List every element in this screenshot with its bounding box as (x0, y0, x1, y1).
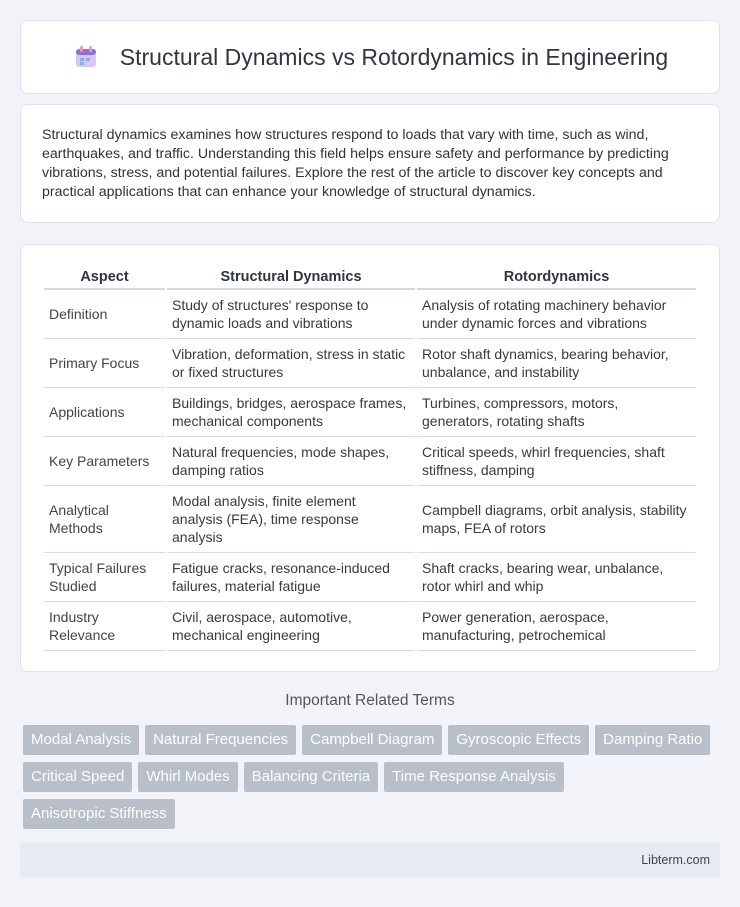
table-row (44, 339, 696, 388)
tag-critical-speed[interactable]: Critical Speed (23, 762, 132, 792)
table-row (44, 437, 696, 486)
tag-balancing-criteria[interactable]: Balancing Criteria (244, 762, 378, 792)
table-row (44, 290, 696, 339)
footer-site-link[interactable]: Libterm.com (641, 853, 710, 867)
tag-gyroscopic-effects[interactable]: Gyroscopic Effects (448, 725, 589, 755)
comparison-table (42, 264, 698, 651)
intro-text: Structural dynamics examines how structures respond to loads that vary with time, such as wind, earthquakes, and traffic. Understanding this field helps ensure safety and performance by predicting vibrations, stress, and potential failures. Explore the rest of the article to discover key concepts and practical applications that can enhance your knowledge of structural dynamics. (42, 127, 669, 200)
tag-damping-ratio[interactable]: Damping Ratio (595, 725, 710, 755)
tag-campbell-diagram[interactable]: Campbell Diagram (302, 725, 442, 755)
table-cell: Primary Focus (44, 339, 165, 388)
header-structural: Structural Dynamics (167, 264, 415, 290)
related-terms-title: Important Related Terms (285, 692, 455, 709)
table-cell: Definition (44, 290, 165, 339)
table-cell: Study of structures' response to dynamic loads and vibrations (167, 290, 415, 339)
table-cell: Turbines, compressors, motors, generators, rotating shafts (417, 388, 696, 437)
table-cell: Critical speeds, whirl frequencies, shaft stiffness, damping (417, 437, 696, 486)
title-card (20, 20, 720, 94)
header-rotor: Rotordynamics (417, 264, 696, 290)
tag-whirl-modes[interactable]: Whirl Modes (138, 762, 237, 792)
table-cell: Typical Failures Studied (44, 553, 165, 602)
table-cell: Rotor shaft dynamics, bearing behavior, unbalance, and instability (417, 339, 696, 388)
table-cell: Buildings, bridges, aerospace frames, mechanical components (167, 388, 415, 437)
related-terms-list (23, 725, 723, 836)
table-cell: Power generation, aerospace, manufacturing, petrochemical (417, 602, 696, 651)
table-cell: Shaft cracks, bearing wear, unbalance, rotor whirl and whip (417, 553, 696, 602)
table-cell: Industry Relevance (44, 602, 165, 651)
table-cell: Natural frequencies, mode shapes, damping ratios (167, 437, 415, 486)
table-cell: Analytical Methods (44, 486, 165, 553)
table-cell: Vibration, deformation, stress in static or fixed structures (167, 339, 415, 388)
comparison-card (20, 244, 720, 672)
table-cell: Modal analysis, finite element analysis (FEA), time response analysis (167, 486, 415, 553)
table-row (44, 388, 696, 437)
page-title: Structural Dynamics vs Rotordynamics in Engineering (119, 43, 669, 70)
table-row (44, 602, 696, 651)
tag-modal-analysis[interactable]: Modal Analysis (23, 725, 139, 755)
table-header-row (44, 264, 696, 290)
table-cell: Fatigue cracks, resonance-induced failures, material fatigue (167, 553, 415, 602)
tag-anisotropic-stiffness[interactable]: Anisotropic Stiffness (23, 799, 175, 829)
table-cell: Civil, aerospace, automotive, mechanical engineering (167, 602, 415, 651)
table-cell: Campbell diagrams, orbit analysis, stability maps, FEA of rotors (417, 486, 696, 553)
calendar-icon (72, 43, 100, 71)
table-row (44, 553, 696, 602)
table-cell: Analysis of rotating machinery behavior under dynamic forces and vibrations (417, 290, 696, 339)
table-cell: Applications (44, 388, 165, 437)
table-row (44, 486, 696, 553)
table-cell: Key Parameters (44, 437, 165, 486)
intro-card (20, 104, 720, 223)
tag-time-response-analysis[interactable]: Time Response Analysis (384, 762, 564, 792)
tag-natural-frequencies[interactable]: Natural Frequencies (145, 725, 296, 755)
header-aspect: Aspect (44, 264, 165, 290)
footer (20, 843, 720, 877)
